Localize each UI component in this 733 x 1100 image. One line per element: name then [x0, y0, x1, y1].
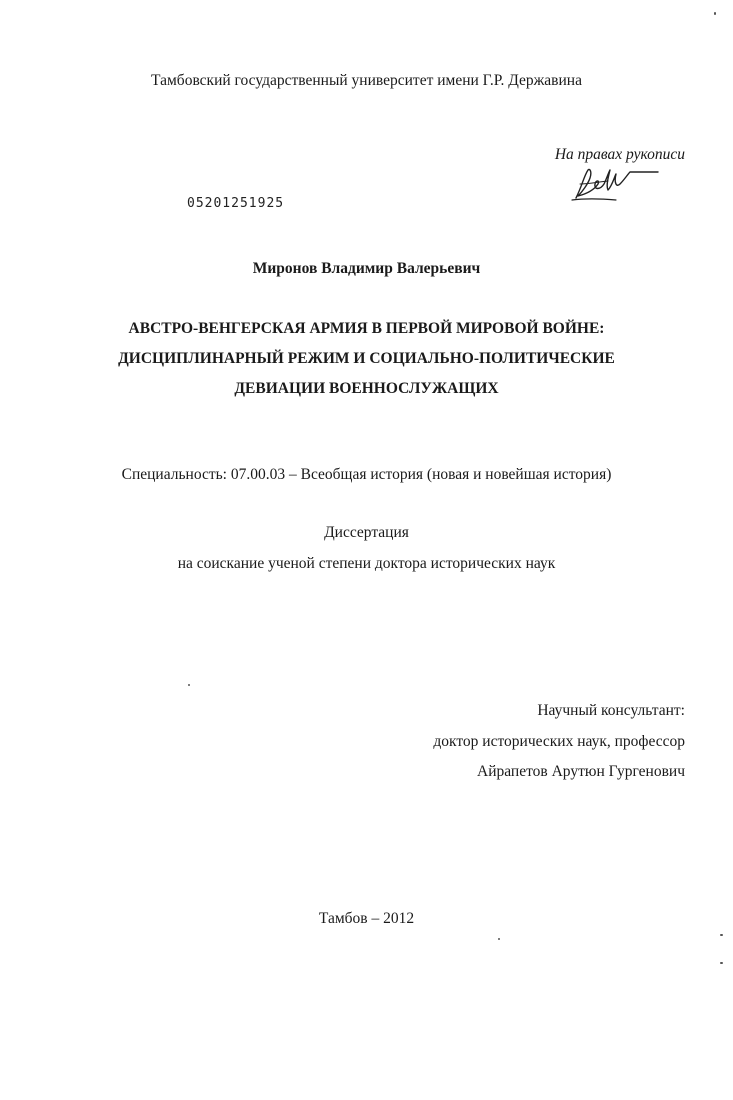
- scan-speck: [720, 934, 723, 936]
- registration-code: 05201251925: [187, 196, 285, 211]
- scan-speck: [720, 962, 723, 964]
- author-name: Миронов Владимир Валерьевич: [252, 260, 481, 277]
- title-line: ДЕВИАЦИИ ВОЕННОСЛУЖАЩИХ: [234, 380, 499, 397]
- signature-icon: [568, 164, 663, 206]
- advisor-name: Айрапетов Арутюн Гургенович: [477, 763, 685, 780]
- title-line: ДИСЦИПЛИНАРНЫЙ РЕЖИМ И СОЦИАЛЬНО-ПОЛИТИЧЕСКИЕ: [118, 350, 615, 367]
- advisor-rank: доктор исторических наук, профессор: [433, 733, 685, 750]
- specialty: Специальность: 07.00.03 – Всеобщая история (новая и новейшая история): [121, 466, 612, 483]
- university-name: Тамбовский государственный университет имени Г.Р. Державина: [151, 72, 582, 89]
- scan-speck: [714, 12, 716, 15]
- dissertation-type: Диссертация: [324, 524, 409, 541]
- scan-speck: [188, 684, 190, 686]
- advisor-label: Научный консультант:: [537, 702, 685, 719]
- degree-line: на соискание ученой степени доктора исторических наук: [177, 555, 556, 572]
- scan-speck: [498, 938, 500, 940]
- title-line: АВСТРО-ВЕНГЕРСКАЯ АРМИЯ В ПЕРВОЙ МИРОВОЙ ВОЙНЕ:: [128, 320, 605, 337]
- city-year: Тамбов – 2012: [318, 910, 415, 927]
- manuscript-note: На правах рукописи: [554, 146, 685, 163]
